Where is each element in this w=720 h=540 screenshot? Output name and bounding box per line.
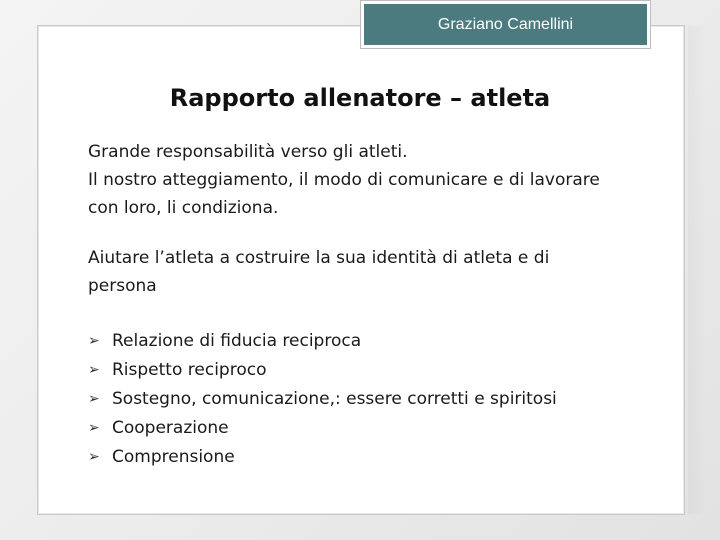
bullet-text: Sostegno, comunicazione,: essere corretti e spiritosi (112, 388, 557, 409)
bullet-item (88, 355, 557, 384)
bullet-item (88, 413, 557, 442)
paragraph-line: Aiutare l’atleta a costruire la sua identità di atleta e di (88, 248, 550, 268)
bullet-text: Rispetto reciproco (112, 359, 267, 380)
paragraph-responsibility (88, 138, 648, 222)
paragraph-line: Il nostro atteggiamento, il modo di comunicare e di lavorare (88, 170, 600, 190)
arrowhead-bullet-icon: ➢ (88, 332, 100, 349)
paragraph-line: persona (88, 276, 157, 296)
arrowhead-bullet-icon: ➢ (88, 390, 100, 407)
bullet-text: Relazione di fiducia reciproca (112, 330, 362, 351)
paragraph-line: Grande responsabilità verso gli atleti. (88, 142, 408, 162)
arrowhead-bullet-icon: ➢ (88, 419, 100, 436)
bullet-item (88, 326, 557, 355)
arrowhead-bullet-icon: ➢ (88, 448, 100, 465)
author-box (360, 0, 651, 49)
bullet-item (88, 384, 557, 413)
slide-title: Rapporto allenatore – atleta (169, 84, 551, 112)
paragraph-line: con loro, li condiziona. (88, 198, 279, 218)
bullet-text: Cooperazione (112, 417, 229, 438)
arrowhead-bullet-icon: ➢ (88, 361, 100, 378)
author-label: Graziano Camellini (364, 4, 647, 45)
paragraph-identity (88, 244, 648, 300)
bullet-list (88, 326, 557, 471)
bullet-item (88, 442, 557, 471)
bullet-text: Comprensione (112, 446, 235, 467)
